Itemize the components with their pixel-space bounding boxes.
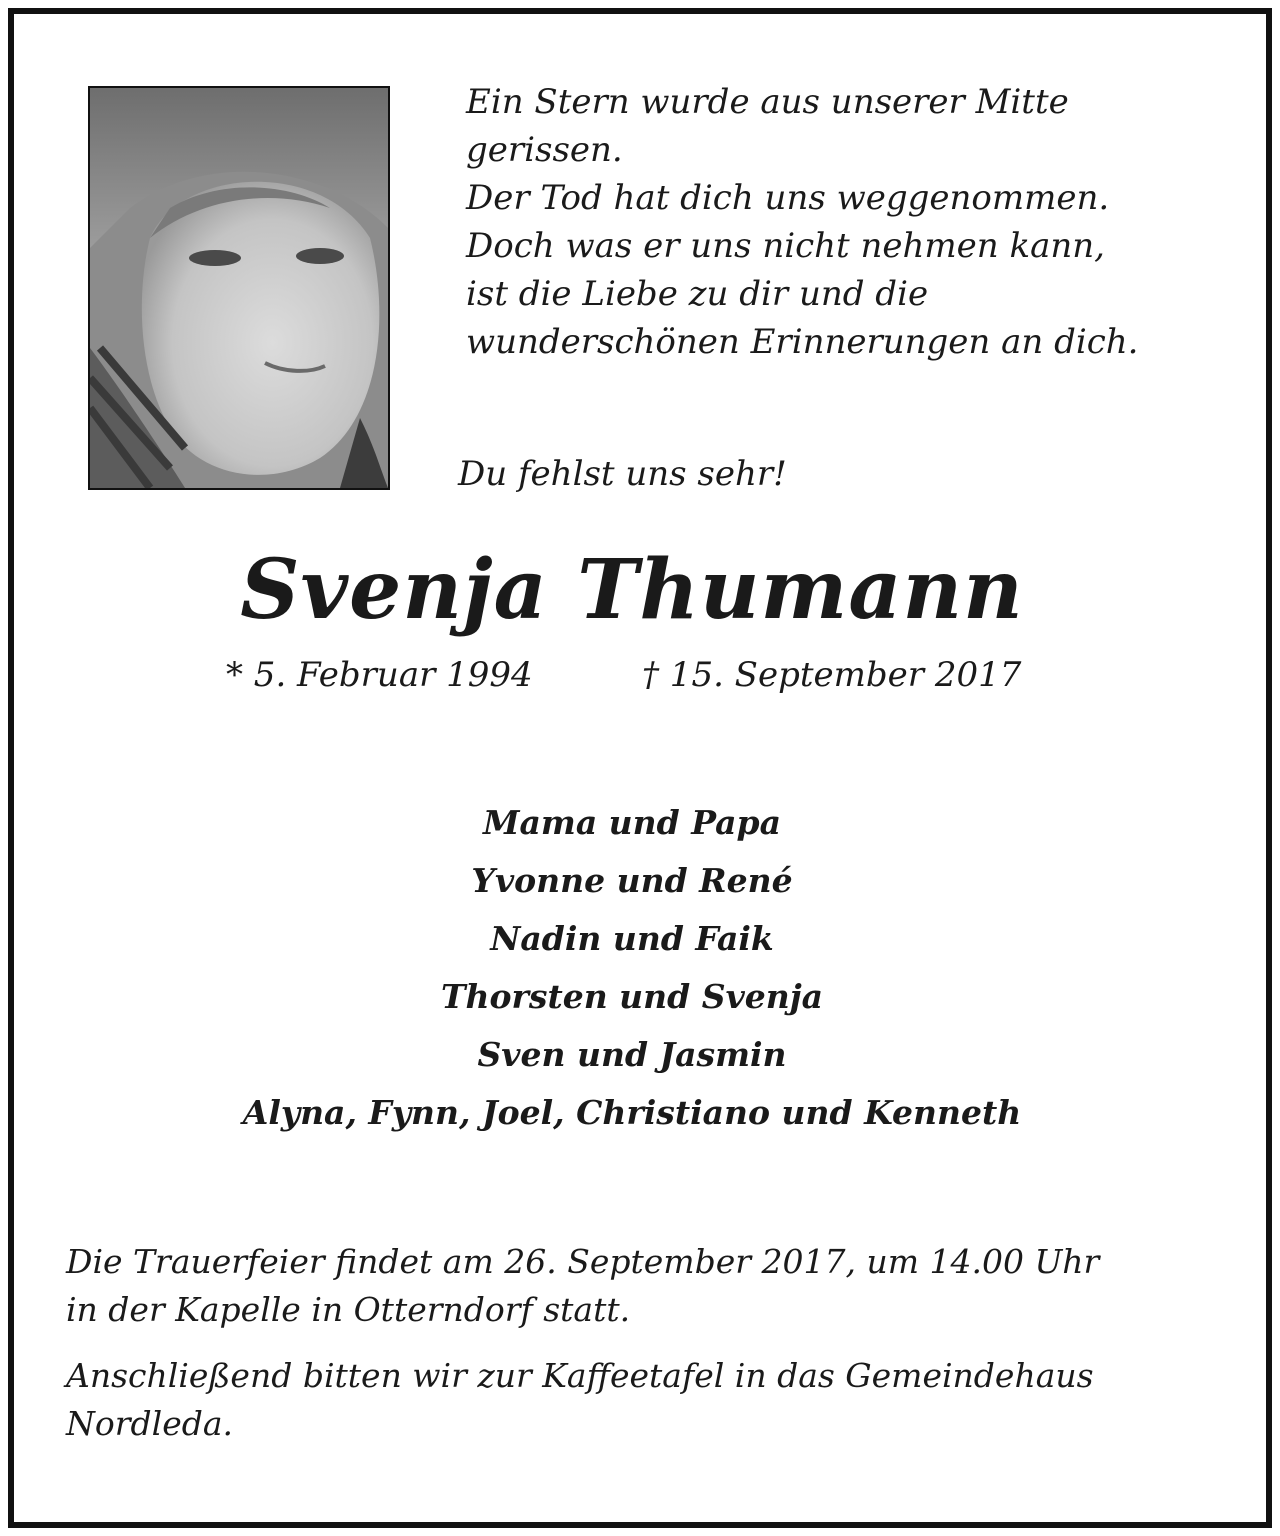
family-member: Yvonne und René [471,861,793,900]
portrait-image [90,88,388,488]
memorial-poem [466,78,1236,366]
poem-line: Doch was er uns nicht nehmen kann, [466,226,1105,266]
poem-closing: Du fehlst uns sehr! [458,454,787,494]
notice-line: in der Kapelle in Otterndorf statt. [66,1290,631,1329]
family-member: Thorsten und Svenja [440,977,824,1016]
poem-line: ist die Liebe zu dir und die [466,274,929,314]
poem-line: gerissen. [466,130,623,170]
family-member: Sven und Jasmin [477,1035,787,1074]
family-list [0,794,1264,1142]
funeral-notice [66,1238,1236,1334]
deceased-name: Svenja Thumann [240,542,1024,638]
birth-date: * 5. Februar 1994 [226,655,533,695]
notice-line: Die Trauerfeier findet am 26. September 2017, um 14.00 Uhr [66,1242,1100,1281]
poem-line: Der Tod hat dich uns weggenommen. [466,178,1110,218]
family-member: Alyna, Fynn, Joel, Christiano und Kenneth [242,1093,1022,1132]
notice-line: Nordleda. [66,1404,234,1443]
poem-line: Ein Stern wurde aus unserer Mitte [466,82,1069,122]
death-date: † 15. September 2017 [642,655,1022,695]
notice-line: Anschließend bitten wir zur Kaffeetafel in das Gemeindehaus [66,1356,1094,1395]
family-member: Nadin und Faik [490,919,774,958]
poem-line: wunderschönen Erinnerungen an dich. [466,322,1139,362]
family-member: Mama und Papa [482,803,781,842]
reception-notice [66,1352,1236,1448]
portrait-photo [88,86,390,490]
